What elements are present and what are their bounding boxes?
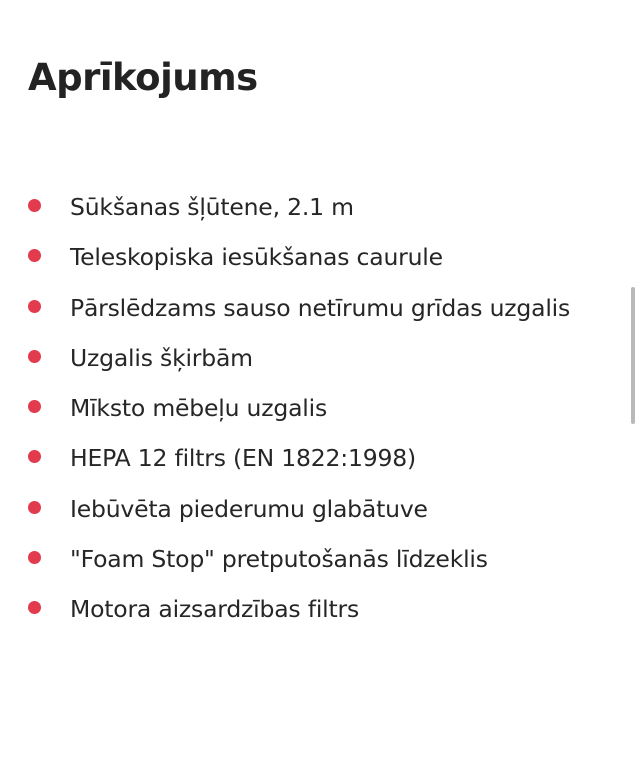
list-item-label: Sūkšanas šļūtene, 2.1 m [70,193,354,221]
list-item-label: Iebūvēta piederumu glabātuve [70,494,428,523]
list-item-label: Teleskopiska iesūkšanas caurule [70,243,443,272]
list-item-label: Uzgalis šķirbām [70,343,253,372]
list-item [0,232,628,282]
list-item [0,283,628,333]
bullet-dot-icon [28,450,41,463]
list-item [0,383,628,433]
list-item-label: Pārslēdzams sauso netīrumu grīdas uzgalis [70,293,571,322]
list-item [0,534,628,584]
bullet-dot-icon [28,601,41,614]
bullet-dot-icon [28,400,41,413]
list-item-label: Mīksto mēbeļu uzgalis [70,394,327,423]
list-item [0,333,628,383]
bullet-dot-icon [28,501,41,514]
list-item [0,484,628,534]
page-title: Aprīkojums [28,56,258,99]
bullet-dot-icon [28,551,41,564]
equipment-list [0,182,628,635]
list-item-label: "Foam Stop" pretputošanās līdzeklis [70,545,488,574]
bullet-dot-icon [28,350,41,363]
scrollbar-thumb[interactable] [631,287,635,424]
bullet-dot-icon [28,199,41,212]
list-item [0,584,628,634]
list-item-label: HEPA 12 filtrs (EN 1822:1998) [70,444,416,473]
bullet-dot-icon [28,300,41,313]
list-item-label: Motora aizsardzības filtrs [70,595,359,624]
list-item [0,433,628,483]
bullet-dot-icon [28,249,41,262]
list-item [0,182,628,232]
